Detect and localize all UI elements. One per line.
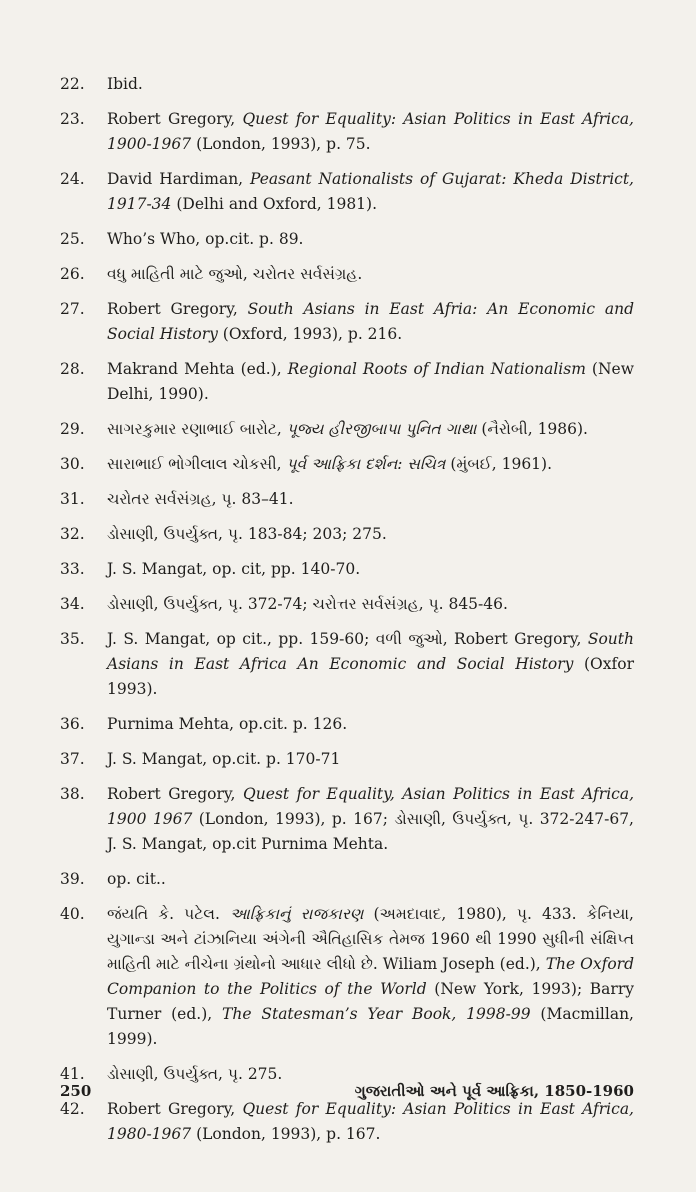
footnote-item (60, 72, 634, 97)
footnote-text (107, 487, 634, 512)
footnote-text (107, 522, 634, 547)
footnote-text-segment: (Delhi and Oxford, 1981). (171, 195, 378, 213)
footnote-title-segment: South Asians in East Afria: An Economic and Social History (107, 300, 635, 343)
footnote-text-segment: (મુંબઈ, 1961). (445, 455, 553, 473)
footnote-text (107, 1097, 634, 1147)
footnote-text-segment: Robert Gregory, (107, 300, 248, 318)
footnote-number: 38. (60, 785, 85, 803)
footnote-text-segment: (નૈરોબી, 1986). (476, 420, 588, 438)
footnote-text-segment: ચરોતર સર્વસંગ્રહ, પૃ. 83–41. (107, 490, 294, 508)
footnote-item (60, 262, 634, 287)
footnote-text-segment: David Hardiman, (107, 170, 251, 188)
footnote-title-segment: Quest for Equality: Asian Politics in East Africa, 1900-1967 (107, 110, 634, 153)
footnote-text-segment: (New Delhi, 1990). (107, 360, 634, 403)
footnote-item (60, 452, 634, 477)
footnote-title-segment: આફ્રિકાનું રાજકારણ (229, 905, 364, 923)
page-number: 250 (60, 1082, 92, 1100)
footnote-text-segment: ડોસાણી, ઉપર્યુક્ત, પૃ. 275. (107, 1065, 283, 1083)
footnote-number: 26. (60, 265, 85, 283)
footnote-title-segment: Peasant Nationalists of Gujarat: Kheda District, 1917-34 (107, 170, 634, 213)
footnote-number: 42. (60, 1100, 85, 1118)
footnote-number: 33. (60, 560, 85, 578)
footnote-item (60, 712, 634, 737)
footnote-text-segment: જંયતિ કે. પટેલ. (107, 905, 230, 923)
footnote-number: 22. (60, 75, 85, 93)
footnote-text-segment: J. S. Mangat, op.cit. p. 170-71 (107, 750, 341, 768)
footnote-title-segment: Quest for Equality: Asian Politics in East Africa, 1980-1967 (107, 1100, 634, 1143)
footnote-number: 35. (60, 630, 85, 648)
footnote-text-segment: Makrand Mehta (ed.), (107, 360, 288, 378)
footnote-text-segment: Robert Gregory, (107, 110, 243, 128)
footnote-number: 36. (60, 715, 85, 733)
footnote-text-segment: op. cit.. (107, 870, 166, 888)
footnote-text-segment: Purnima Mehta, op.cit. p. 126. (107, 715, 348, 733)
footnote-title-segment: પૂજ્ય હીરજીબાપા પુનિત ગાથા (286, 420, 477, 438)
footnote-number: 30. (60, 455, 85, 473)
footnote-title-segment: The Statesman’s Year Book, 1998-99 (222, 1005, 531, 1023)
footnote-item (60, 902, 634, 1052)
footnote-text-segment: Ibid. (107, 75, 143, 93)
footnote-item (60, 782, 634, 857)
page-footer (60, 1082, 634, 1100)
footnote-number: 24. (60, 170, 85, 188)
footnote-text (107, 452, 634, 477)
footnote-title-segment: પૂર્વ આફ્રિકા દર્શન: સચિત્ર (286, 455, 446, 473)
footnote-item (60, 522, 634, 547)
footnote-item (60, 417, 634, 442)
footnote-text-segment: J. S. Mangat, op cit., pp. 159-60; વળી જુઓ, Robert Gregory, (107, 630, 588, 648)
footnote-item (60, 627, 634, 702)
footnote-number: 40. (60, 905, 85, 923)
footnote-text-segment: J. S. Mangat, op. cit, pp. 140-70. (107, 560, 361, 578)
footnote-item (60, 487, 634, 512)
footnote-text (107, 747, 634, 772)
footnote-text (107, 227, 634, 252)
footnote-number: 41. (60, 1065, 85, 1083)
footnote-text (107, 417, 634, 442)
footnote-text (107, 782, 634, 857)
footnote-number: 39. (60, 870, 85, 888)
footnote-text-segment: (Macmillan, 1999). (107, 1005, 634, 1048)
footnote-text (107, 297, 634, 347)
footnote-text (107, 627, 634, 702)
footnote-text-segment: (Oxford, 1993), p. 216. (217, 325, 403, 343)
footnote-text-segment: વધુ માહિતી માટે જુઓ, ચરોતર સર્વસંગ્રહ. (107, 265, 363, 283)
footnote-number: 31. (60, 490, 85, 508)
footnote-text-segment: Robert Gregory, (107, 1100, 243, 1118)
footnote-title-segment: The Oxford Companion to the Politics of the World (107, 955, 634, 998)
footnote-item (60, 867, 634, 892)
footnote-text (107, 107, 634, 157)
footnote-text-segment: સારાભાઈ ભોગીલાલ ચોકસી, (107, 455, 287, 473)
footnote-text (107, 712, 634, 737)
running-title: ગુજરાતીઓ અને પૂર્વ આફ્રિકા, 1850-1960 (354, 1082, 634, 1100)
footnote-number: 23. (60, 110, 85, 128)
footnote-number: 27. (60, 300, 85, 318)
footnote-text-segment: Who’s Who, op.cit. p. 89. (107, 230, 304, 248)
footnote-item (60, 227, 634, 252)
footnotes-list (60, 72, 634, 1157)
footnote-text (107, 867, 634, 892)
footnote-text (107, 262, 634, 287)
footnote-text-segment: (London, 1993), p. 167; ડોસાણી, ઉપર્યુક્ત, પૃ. 372-247-67, J. S. Mangat, op.cit Purnima Mehta. (107, 810, 634, 853)
footnote-text (107, 902, 634, 1052)
footnote-text (107, 167, 634, 217)
footnote-number: 29. (60, 420, 85, 438)
footnote-text-segment: (London, 1993), p. 167. (191, 1125, 381, 1143)
footnote-number: 37. (60, 750, 85, 768)
footnote-title-segment: Quest for Equality, Asian Politics in East Africa, 1900 1967 (107, 785, 635, 828)
footnote-text (107, 557, 634, 582)
footnote-item (60, 357, 634, 407)
footnote-text-segment: (New York, 1993); Barry Turner (ed.), (107, 980, 634, 1023)
footnote-text-segment: ડોસાણી, ઉપર્યુક્ત, પૃ. 183-84; 203; 275. (107, 525, 387, 543)
footnote-text-segment: (Oxfor 1993). (107, 655, 634, 698)
footnote-item (60, 297, 634, 347)
footnote-item (60, 592, 634, 617)
footnote-item (60, 557, 634, 582)
footnote-number: 28. (60, 360, 85, 378)
footnote-number: 25. (60, 230, 85, 248)
footnote-number: 32. (60, 525, 85, 543)
footnote-text-segment: સાગરકુમાર રણાભાઈ બારોટ, (107, 420, 287, 438)
footnote-text-segment: (London, 1993), p. 75. (191, 135, 371, 153)
footnote-text-segment: ડોસાણી, ઉપર્યુક્ત, પૃ. 372-74; ચરોત્તર સર્વસંગ્રહ, પૃ. 845-46. (107, 595, 508, 613)
footnote-text-segment: Robert Gregory, (107, 785, 243, 803)
footnote-number: 34. (60, 595, 85, 613)
footnote-text (107, 357, 634, 407)
footnote-item (60, 107, 634, 157)
footnote-text (107, 72, 634, 97)
footnote-item (60, 747, 634, 772)
footnote-title-segment: Regional Roots of Indian Nationalism (287, 360, 586, 378)
footnote-text (107, 592, 634, 617)
footnote-text-segment: (અમદાવાદ, 1980), પૃ. 433. કેનિયા, યુગાન્ડા અને ટાંઝાનિયા અંગેની ઐતિહાસિક તેમજ 1960 થી 1990 સુધીની સંક્ષિપ્ત માહિતી માટે નીચેના ગ્રંથોનો આધાર લીધો છે. Wiliam Joseph (ed.), (107, 905, 634, 973)
footnote-title-segment: South Asians in East Africa An Economic and Social History (107, 630, 634, 673)
footnote-item (60, 167, 634, 217)
footnote-item (60, 1097, 634, 1147)
